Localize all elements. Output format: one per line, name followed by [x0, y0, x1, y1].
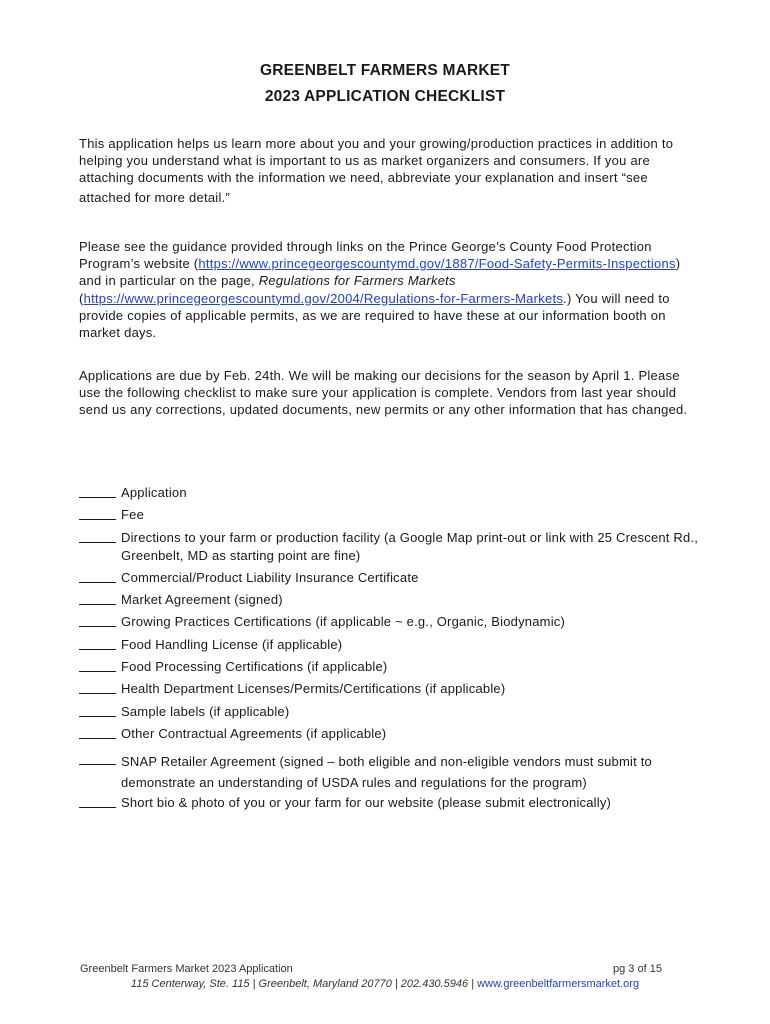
checklist-item-label: Fee — [121, 507, 145, 522]
regulations-page-title: Regulations for Farmers Markets — [258, 273, 456, 289]
footer-address-line — [0, 978, 770, 990]
checklist-item-label: Application — [121, 485, 187, 500]
intro-paragraph: This application helps us learn more about you and your growing/production practices in addition to helping you understand what is important to us as market organizers and consumers. If you are attaching documents with the information we need, abbreviate your explanation and insert “see — [79, 136, 674, 186]
food-safety-permits-link[interactable]: https://www.princegeorgescountymd.gov/1887/Food-Safety-Permits-Inspections — [198, 256, 676, 272]
website-link[interactable]: www.greenbeltfarmersmarket.org — [477, 978, 640, 990]
guidance-text-c: ( — [79, 290, 84, 306]
checklist-item-label: Commercial/Product Liability Insurance Certificate — [121, 570, 419, 585]
checkbox-blank[interactable] — [79, 604, 116, 605]
checklist-item-label: Health Department Licenses/Permits/Certifications (if applicable) — [121, 681, 506, 696]
checklist-item-label: Short bio & photo of you or your farm for our website (please submit electronically) — [121, 795, 612, 810]
footer-document-title: Greenbelt Farmers Market 2023 Application — [80, 963, 293, 975]
checkbox-blank[interactable] — [79, 519, 116, 520]
guidance-text-a: Please see the guidance provided through links on the Prince George’s County Food Protection Program’s website ( — [79, 239, 652, 272]
checklist-item-label: Sample labels (if applicable) — [121, 704, 290, 719]
checkbox-blank[interactable] — [79, 716, 116, 717]
deadline-paragraph: Applications are due by Feb. 24th. We will be making our decisions for the season by April 1. Please use the following checklist to make sure your application is complete. Vendors from last year should send us any corrections, updated documents, new permits or any other information that has changed. — [79, 368, 688, 418]
checklist-item-label: Food Handling License (if applicable) — [121, 637, 343, 652]
checklist-item-label: Directions to your farm or production facility (a Google Map print-out or link with 25 Crescent Rd., Greenbelt, MD as starting point are fine) — [121, 530, 699, 563]
checkbox-blank[interactable] — [79, 497, 116, 498]
checkbox-blank[interactable] — [79, 738, 116, 739]
checkbox-blank[interactable] — [79, 626, 116, 627]
page-title-line2: 2023 APPLICATION CHECKLIST — [264, 88, 506, 105]
guidance-paragraph — [79, 238, 694, 341]
checkbox-blank[interactable] — [79, 649, 116, 650]
checkbox-blank[interactable] — [79, 671, 116, 672]
checkbox-blank[interactable] — [79, 807, 116, 808]
checklist-item-label: Food Processing Certifications (if applicable) — [121, 659, 388, 674]
regulations-link[interactable]: https://www.princegeorgescountymd.gov/2004/Regulations-for-Farmers-Markets — [83, 290, 564, 306]
checkbox-blank[interactable] — [79, 693, 116, 694]
guidance-text-b: ) and in particular on the page, — [79, 256, 681, 289]
intro-paragraph-continued: attached for more detail.” — [79, 190, 231, 205]
footer-page-number: pg 3 of 15 — [613, 963, 662, 975]
checklist-item-label: Other Contractual Agreements (if applicable) — [121, 726, 387, 741]
checkbox-blank[interactable] — [79, 764, 116, 765]
checklist-item-label: SNAP Retailer Agreement (signed – both eligible and non-eligible vendors must submit to demonstrate an understanding of USDA rules and regulations for the program) — [121, 754, 652, 790]
guidance-text-d: .) You will need to provide copies of applicable permits, as we are required to have these at our information booth on market days. — [79, 290, 670, 341]
footer-address: 115 Centerway, Ste. 115 | Greenbelt, Maryland 20770 | 202.430.5946 | — [130, 978, 478, 990]
checklist-item-label: Growing Practices Certifications (if applicable ~ e.g., Organic, Biodynamic) — [121, 614, 566, 629]
checkbox-blank[interactable] — [79, 582, 116, 583]
checklist-item-label: Market Agreement (signed) — [121, 592, 283, 607]
checkbox-blank[interactable] — [79, 542, 116, 543]
page-title-line1: GREENBELT FARMERS MARKET — [260, 62, 510, 79]
